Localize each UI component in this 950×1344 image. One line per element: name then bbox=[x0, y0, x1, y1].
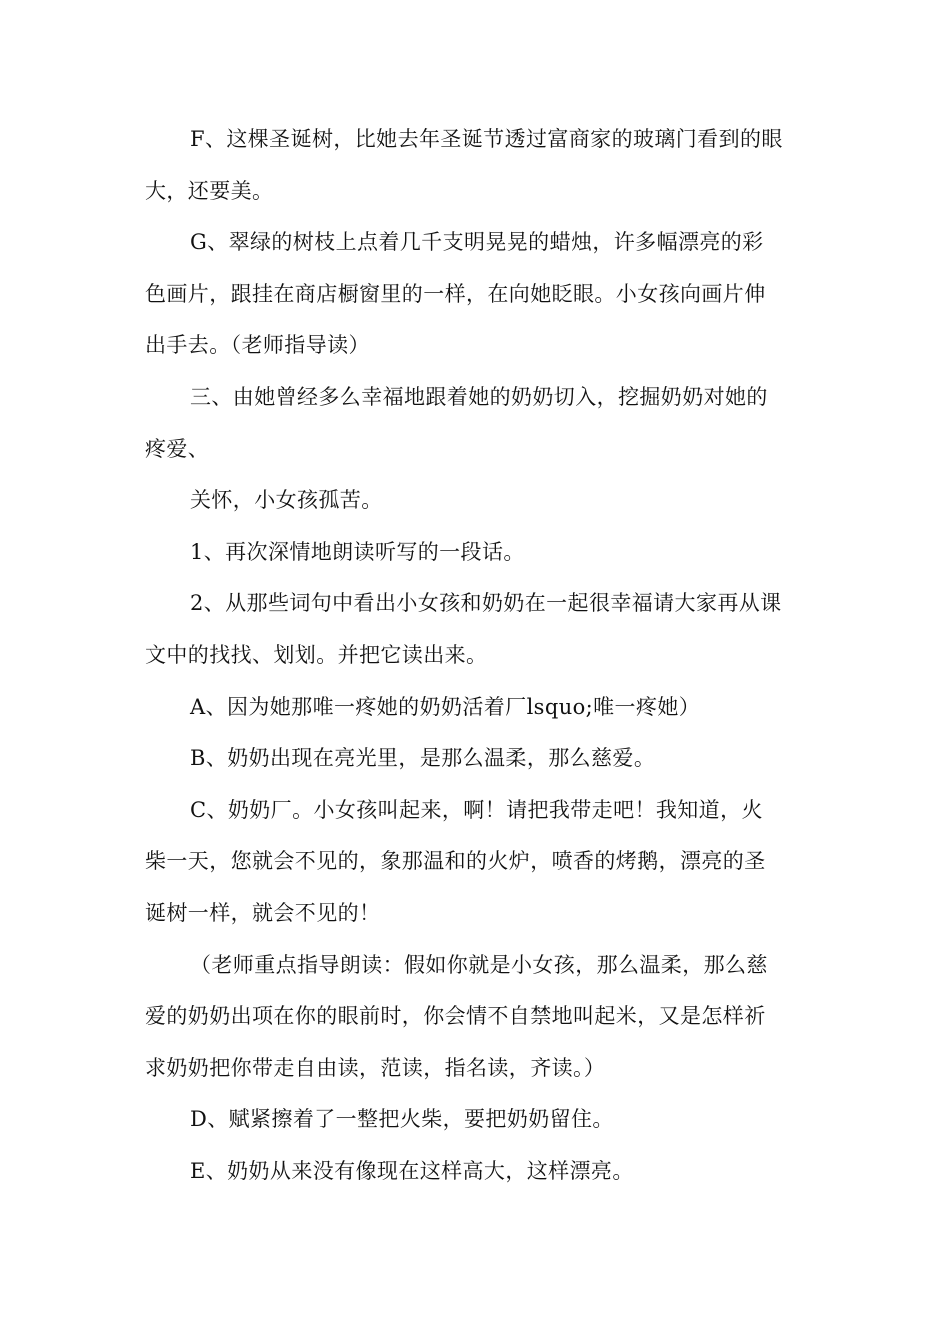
paragraph-b bbox=[145, 733, 810, 785]
paragraph-d bbox=[145, 1094, 810, 1146]
text-line: B、奶奶出现在亮光里，是那么温柔，那么慈爱。 bbox=[190, 746, 656, 771]
text-line: 疼爱、 bbox=[145, 436, 210, 461]
paragraph-step-2 bbox=[145, 578, 810, 681]
text-line: C、奶奶厂。小女孩叫起来，啊！请把我带走吧！我知道，火 bbox=[190, 797, 763, 822]
text-line: 1、再次深情地朗读听写的一段话。 bbox=[190, 539, 525, 564]
text-line: 爱的奶奶出项在你的眼前时，你会情不自禁地叫起米，又是怎样祈 bbox=[145, 1004, 766, 1029]
text-line: 诞树一样，就会不见的！ bbox=[145, 900, 381, 925]
text-line: 2、从那些词句中看出小女孩和奶奶在一起很幸福请大家再从课 bbox=[190, 591, 782, 616]
text-line: D、赋紧擦着了一整把火柴，要把奶奶留住。 bbox=[190, 1107, 614, 1132]
text-line: 柴一天，您就会不见的，象那温和的火炉，喷香的烤鹅，漂亮的圣 bbox=[145, 849, 766, 874]
paragraph-a bbox=[145, 682, 810, 734]
text-line: 求奶奶把你带走自由读，范读，指名读，齐读。） bbox=[145, 1055, 606, 1080]
text-line: 三、由她曾经多么幸福地跟着她的奶奶切入，挖掘奶奶对她的 bbox=[190, 384, 768, 409]
paragraph-c bbox=[145, 785, 810, 940]
text-line: A、因为她那唯一疼她的奶奶活着厂lsquo;唯一疼她） bbox=[190, 694, 701, 719]
text-line: （老师重点指导朗读：假如你就是小女孩，那么温柔，那么慈 bbox=[190, 952, 768, 977]
paragraph-g bbox=[145, 217, 810, 372]
document-body bbox=[145, 114, 810, 1197]
text-line: G、翠绿的树枝上点着几千支明晃晃的蜡烛，许多幅漂亮的彩 bbox=[190, 230, 764, 255]
text-line: 文中的找找、划划。并把它读出来。 bbox=[145, 642, 488, 667]
paragraph-section-3 bbox=[145, 372, 810, 475]
paragraph-f bbox=[145, 114, 810, 217]
paragraph-e bbox=[145, 1146, 810, 1198]
text-line: F、这棵圣诞树，比她去年圣诞节透过富商家的玻璃门看到的眼 bbox=[190, 127, 783, 151]
text-line: 色画片，跟挂在商店橱窗里的一样，在向她眨眼。小女孩向画片伸 bbox=[145, 281, 766, 306]
paragraph-step-1 bbox=[145, 527, 810, 579]
paragraph-teacher-note bbox=[145, 940, 810, 1095]
text-line: 出手去。（老师指导读） bbox=[145, 333, 370, 358]
paragraph-section-3-cont bbox=[145, 475, 810, 527]
text-line: 大，还要美。 bbox=[145, 178, 274, 203]
text-line: 关怀，小女孩孤苦。 bbox=[190, 488, 383, 513]
text-line: E、奶奶从来没有像现在这样高大，这样漂亮。 bbox=[190, 1158, 634, 1183]
